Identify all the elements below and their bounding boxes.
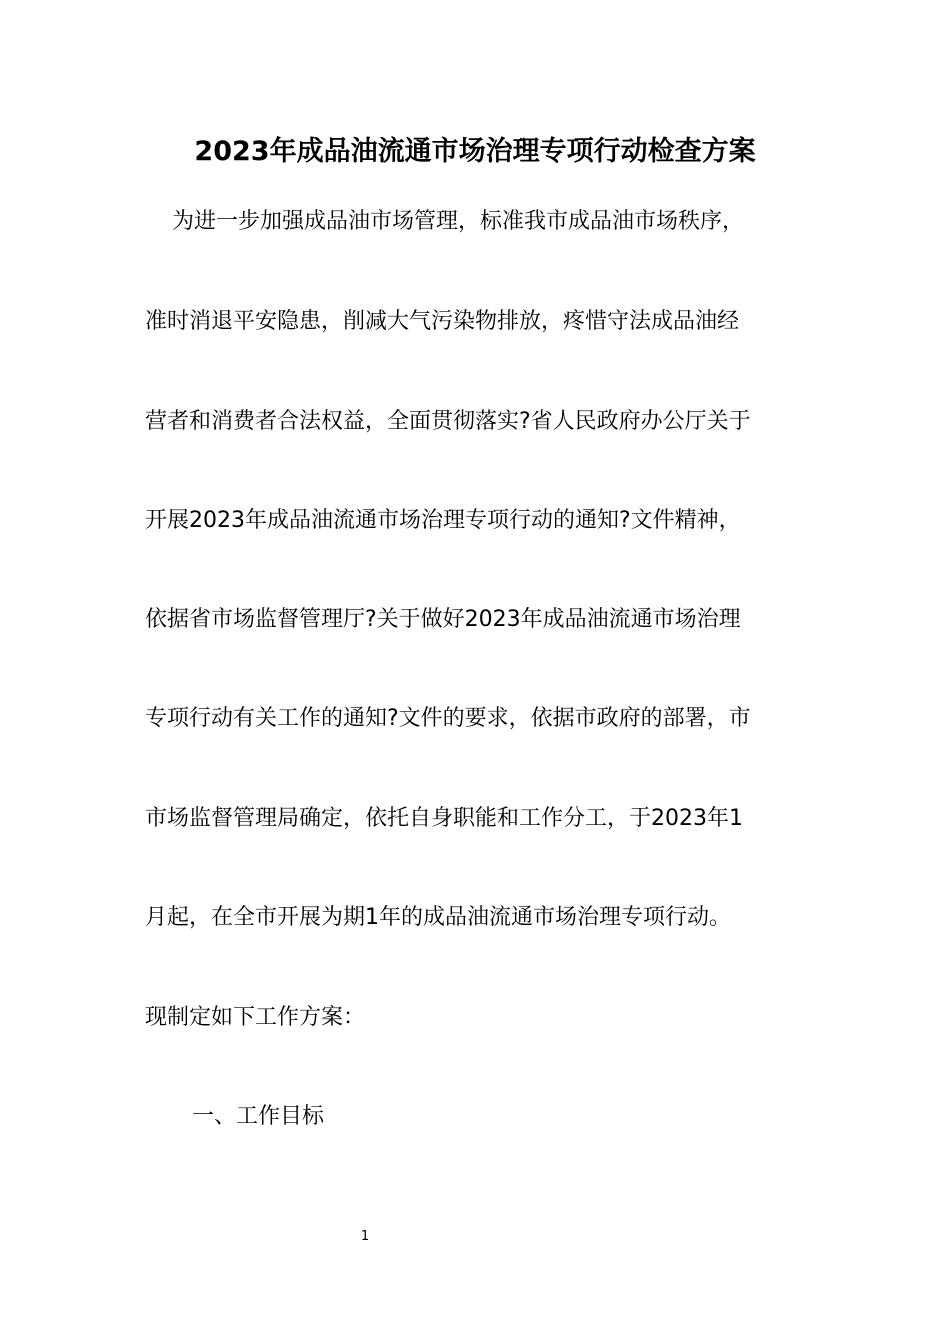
body-line-4: 开展2023年成品油流通市场治理专项行动的通知?文件精神， [145,508,741,533]
document-title: 2023年成品油流通市场治理专项行动检查方案 [194,136,756,167]
body-line-7: 市场监督管理局确定，依托自身职能和工作分工，于2023年1 [145,806,743,831]
body-line-2: 准时消退平安隐患，削减大气污染物排放，疼惜守法成品油经 [145,309,740,334]
body-line-9: 现制定如下工作方案： [145,1005,366,1030]
body-line-5: 依据省市场监督管理厅?关于做好2023年成品油流通市场治理 [145,607,741,632]
section-heading: 一、工作目标 [192,1104,325,1129]
body-line-8: 月起，在全市开展为期1年的成品油流通市场治理专项行动。 [145,905,731,930]
body-line-1: 为进一步加强成品油市场管理，标准我市成品油市场秩序， [172,209,745,234]
page-number: 1 [360,1229,370,1244]
body-line-6: 专项行动有关工作的通知?文件的要求，依据市政府的部署，市 [145,706,751,731]
body-line-3: 营者和消费者合法权益，全面贯彻落实?省人民政府办公厅关于 [145,409,751,434]
